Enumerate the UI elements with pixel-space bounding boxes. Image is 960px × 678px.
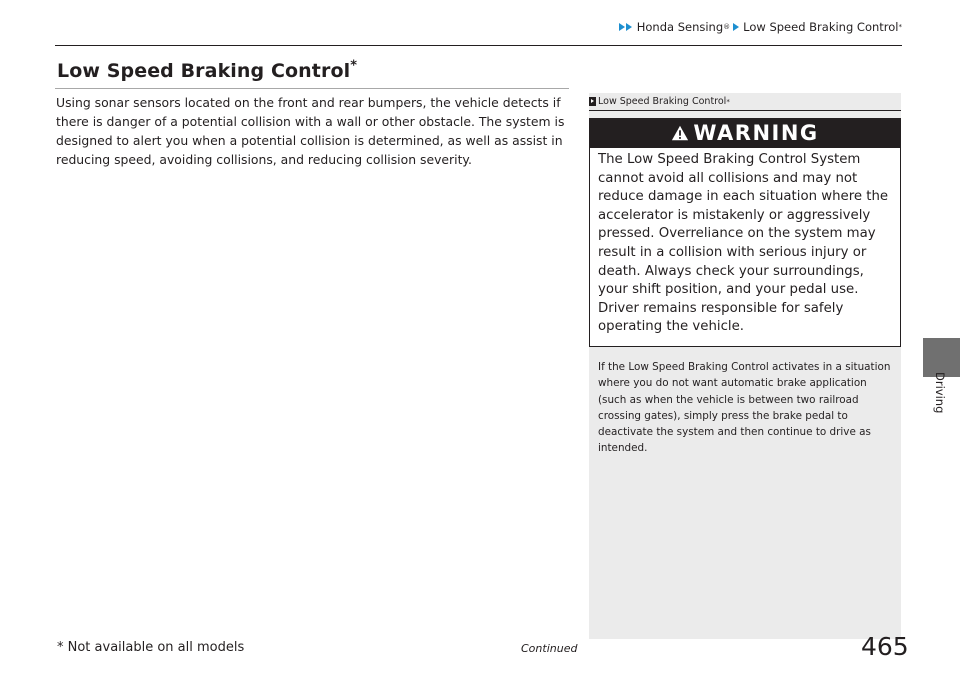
sidebar-reference-icon [589,97,596,106]
header-divider [55,45,902,46]
sidebar-heading-text: Low Speed Braking Control [598,96,727,107]
breadcrumb-arrow-icon [619,23,625,31]
warning-heading [590,118,900,148]
warning-label: WARNING [693,121,819,145]
breadcrumb-link-honda-sensing[interactable]: Honda Sensing [636,20,724,34]
breadcrumb-current-page: Low Speed Braking Control [743,20,899,34]
footnote: * Not available on all models [57,640,245,655]
title-divider [55,88,569,89]
page-title [57,60,357,82]
page-number: 465 [861,632,909,661]
page-title-asterisk: * [350,58,358,74]
warning-triangle-icon [671,124,689,142]
sidebar-divider [589,110,901,111]
sidebar-heading: Low Speed Braking Control * [589,96,730,107]
continued-label: Continued [521,642,578,655]
breadcrumb-arrow-icon [626,23,632,31]
sidebar-note: If the Low Speed Braking Control activates in a situation where you do not want automatic brake application (such as when the vehicle is between two railroad crossing gates), simply press the brake pedal to deactivate the system and then continue to drive as intended. [598,361,891,455]
main-body-paragraph: Using sonar sensors located on the front and rear bumpers, the vehicle detects if there is danger of a potential collision with a wall or other obstacle. The system is designed to alert you when a potential collision is determined, as well as assist in reducing speed, avoiding collisions, and reducing collision severity. [56,95,565,167]
warning-text: The Low Speed Braking Control System cannot avoid all collisions and may not reduce damage in each situation where the accelerator is mistakenly or aggressively pressed. Overreliance on the system may result in a collision with serious injury or death. Always check your surroundings, your shift position, and your pedal use. Driver remains responsible for safely operating the vehicle. [598,152,889,335]
page-title-text: Low Speed Braking Control [57,60,351,82]
chapter-tab-label: Driving [933,372,947,414]
breadcrumb-arrow-icon [733,23,739,31]
breadcrumb: Honda Sensing ® Low Speed Braking Control * [619,20,902,34]
